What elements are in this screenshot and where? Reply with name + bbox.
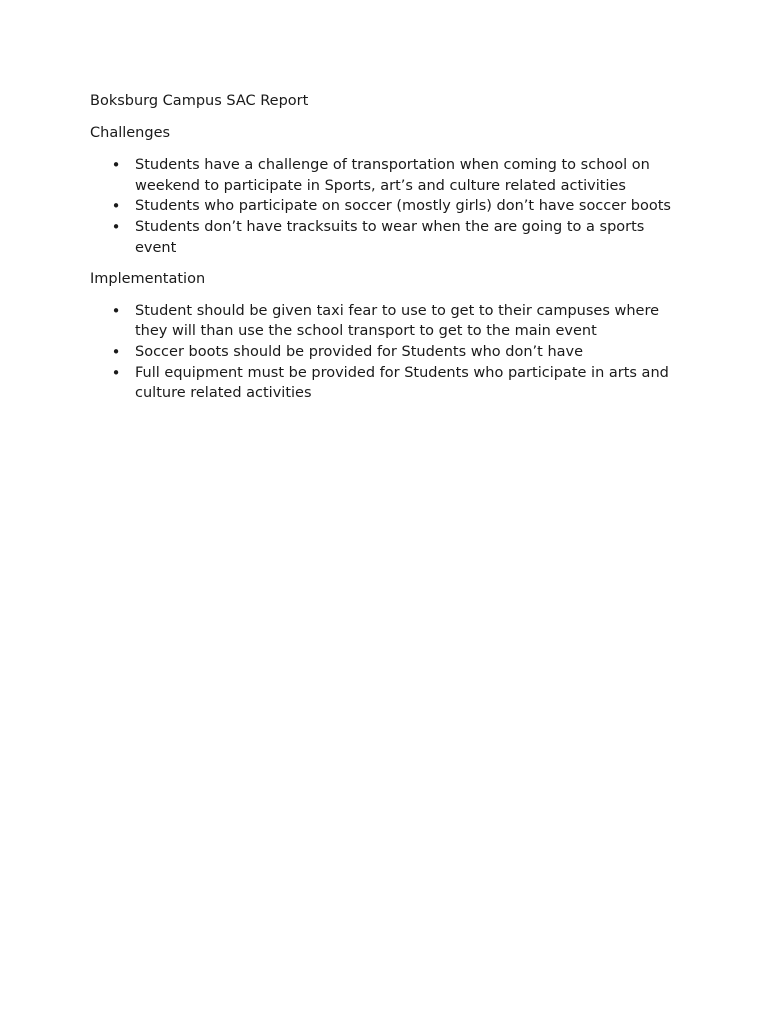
document-body (90, 91, 690, 414)
list-item (90, 363, 680, 404)
list-item (90, 196, 680, 217)
bullet-icon: • (111, 197, 121, 216)
list-item-text: Student should be given taxi fear to use to get to their campuses where they will than use the school transport to get to the main event (135, 302, 660, 340)
list-item-text: Students have a challenge of transportation when coming to school on weekend to participate in Sports, art’s and culture related activities (135, 157, 650, 194)
section-heading-challenges: Challenges (90, 125, 171, 141)
bullet-icon: • (111, 363, 121, 382)
list-item-text: Students who participate on soccer (mostly girls) don’t have soccer boots (135, 198, 671, 215)
list-item-text: Students don’t have tracksuits to wear when the are going to a sports event (135, 219, 645, 256)
list-item-text: Soccer boots should be provided for Students who don’t have (135, 343, 584, 360)
bullet-icon: • (111, 301, 121, 320)
bullet-icon: • (111, 156, 121, 174)
section-heading-implementation: Implementation (90, 270, 206, 287)
list-item (90, 342, 680, 363)
bullet-icon: • (111, 342, 121, 361)
list-item-text: Full equipment must be provided for Students who participate in arts and culture related activities (135, 364, 669, 402)
report-title: Boksburg Campus SAC Report (90, 93, 309, 109)
list-item (90, 301, 680, 342)
challenges-list (90, 155, 690, 259)
list-item (90, 217, 680, 258)
bullet-icon: • (111, 218, 121, 237)
implementation-list (90, 301, 690, 405)
list-item (90, 155, 680, 196)
